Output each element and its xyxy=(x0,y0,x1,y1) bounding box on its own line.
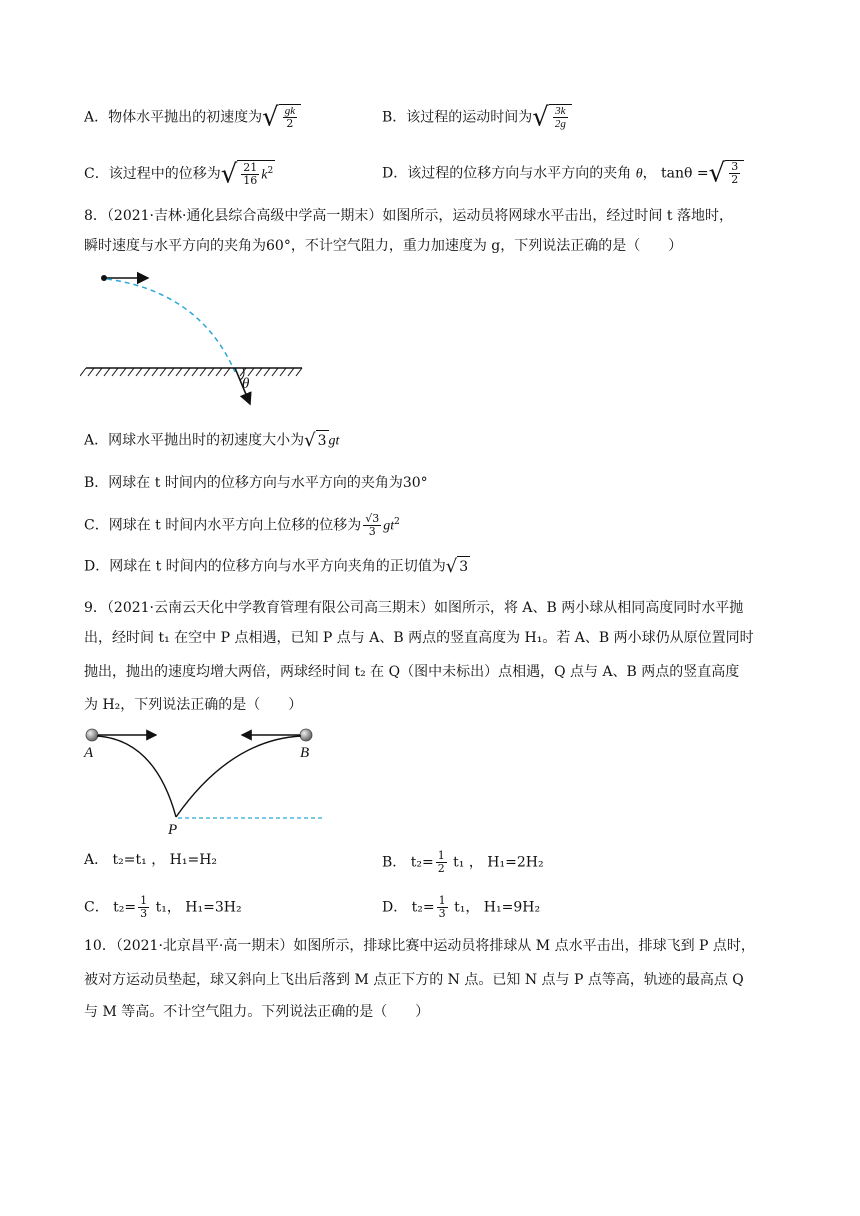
q8-option-c-text: C．网球在 t 时间内水平方向上位移的位移为 xyxy=(84,517,362,534)
q9-stem-line-3: 抛出，抛出的速度均增大两倍，两球经时间 t₂ 在 Q（图中未标出）点相遇，Q 点与 A、B 两点的竖直高度 xyxy=(84,664,740,680)
q9-stem-line-4: 为 H₂，下列说法正确的是（ ） xyxy=(84,697,303,713)
q8-option-c[interactable] xyxy=(84,512,400,538)
q9-d-numerator: 1 xyxy=(438,894,446,907)
q8-tennis-figure xyxy=(80,262,320,412)
q8-a-tail: gt xyxy=(328,433,340,449)
q9-option-d[interactable] xyxy=(382,895,540,920)
q9-b-numerator: 1 xyxy=(437,849,445,862)
sqrt-sign: √ 3 xyxy=(304,430,327,451)
q7-a-numerator: gk xyxy=(284,105,296,117)
q7-d-numerator: 3 xyxy=(731,160,739,173)
q9-b-suffix: t₁ ， H₁=2H₂ xyxy=(448,854,544,871)
q7-c-denominator: 16 xyxy=(243,174,258,188)
q8-a-radicand: 3 xyxy=(316,430,329,451)
q8-c-denominator: 3 xyxy=(368,525,376,539)
q10-stem-line-2: 被对方运动员垫起，球又斜向上飞出后落到 M 点正下方的 N 点。已知 N 点与 P 点等高，轨迹的最高点 Q xyxy=(84,972,744,988)
q10-stem-line-3: 与 M 等高。不计空气阻力。下列说法正确的是（ ） xyxy=(84,1004,430,1020)
q9-stem-line-1: 9．（2021·云南云天化中学教育管理有限公司高三期末）如图所示，将 A、B 两小球从相同高度同时水平抛 xyxy=(84,600,744,616)
q7-option-c[interactable] xyxy=(84,160,275,188)
q7-d-theta: θ xyxy=(635,166,643,182)
q8-option-a-text: A．网球水平抛出时的初速度大小为 xyxy=(84,432,305,449)
trajectory-b xyxy=(176,736,301,817)
q9-b-denominator: 2 xyxy=(437,862,445,875)
q7-c-numerator: 21 xyxy=(243,161,258,175)
q9-two-balls-figure xyxy=(80,722,330,837)
q8-stem-line-2: 瞬时速度与水平方向的夹角为60°，不计空气阻力，重力加速度为 g，下列说法正确的是（ ） xyxy=(84,238,683,254)
q7-option-a-text: A．物体水平抛出的初速度为 xyxy=(84,109,263,126)
q7-a-denominator: 2 xyxy=(286,117,294,130)
q8-d-radicand: 3 xyxy=(457,556,470,577)
q7-c-superscript: 2 xyxy=(267,166,274,176)
q7-option-b-text: B．该过程的运动时间为 xyxy=(382,109,533,126)
q8-c-tail: gt xyxy=(383,518,395,534)
label-b: B xyxy=(300,745,310,761)
trajectory-a xyxy=(97,736,176,817)
q9-option-c[interactable] xyxy=(84,895,242,920)
q9-d-prefix: D． t₂= xyxy=(382,899,435,916)
label-p: P xyxy=(168,822,178,837)
q9-c-prefix: C． t₂= xyxy=(84,899,137,916)
q7-d-separator: ， xyxy=(642,165,657,182)
q7-b-denominator: 2g xyxy=(554,118,566,130)
q9-d-suffix: t₁， H₁=9H₂ xyxy=(449,899,541,916)
q8-option-d[interactable] xyxy=(84,556,470,577)
q7-option-a[interactable] xyxy=(84,104,301,131)
q9-c-denominator: 3 xyxy=(140,907,148,920)
q8-c-numerator: √3 xyxy=(365,512,380,526)
sqrt-sign: √ $\frac{gk}{2}$ xyxy=(262,104,301,131)
q9-stem-line-2: 出，经时间 t₁ 在空中 P 点相遇，已知 P 点与 A、B 两点的竖直高度为 H₁。若 A、B 两小球仍从原位置同时 xyxy=(84,630,754,646)
q9-c-numerator: 1 xyxy=(140,894,148,907)
trajectory-dashed xyxy=(107,279,235,372)
theta-label: θ xyxy=(242,376,250,392)
ball-a xyxy=(86,729,98,741)
sqrt-sign: √ $\frac{3k}{2g}$ xyxy=(532,104,572,131)
sqrt-sign: √ 3 xyxy=(445,556,469,577)
q7-option-c-text: C．该过程中的位移为 xyxy=(84,165,221,182)
q7-option-d-text: D．该过程的位移方向与水平方向的夹角 xyxy=(382,165,632,182)
q7-d-tan: tanθ = xyxy=(661,165,709,182)
ground-hatching xyxy=(80,368,302,376)
q7-option-d[interactable] xyxy=(382,160,744,187)
label-a: A xyxy=(84,745,94,761)
q8-option-b[interactable]: B．网球在 t 时间内的位移方向与水平方向的夹角为30° xyxy=(84,475,428,491)
q9-option-a[interactable]: A． t₂=t₁ ， H₁=H₂ xyxy=(84,852,218,868)
q7-b-numerator: 3k xyxy=(553,105,568,118)
q7-option-b[interactable] xyxy=(382,104,572,131)
q9-d-denominator: 3 xyxy=(438,907,446,920)
q8-option-d-text: D．网球在 t 时间内的位移方向与水平方向夹角的正切值为 xyxy=(84,558,446,575)
q7-d-denominator: 2 xyxy=(731,173,739,186)
q8-stem-line-1: 8．（2021·吉林·通化县综合高级中学高一期末）如图所示，运动员将网球水平击出，经过时间 t 落地时， xyxy=(84,208,733,224)
q9-c-suffix: t₁， H₁=3H₂ xyxy=(151,899,242,916)
sqrt-sign: √ $\frac{3}{2}$ xyxy=(709,160,745,187)
ball-b xyxy=(300,729,312,741)
q8-c-superscript: 2 xyxy=(394,517,400,527)
sqrt-sign: √ $\frac{21}{16}$ $k^2$ xyxy=(220,159,274,190)
q9-option-b[interactable] xyxy=(382,850,544,875)
q10-stem-line-1: 10．（2021·北京昌平·高一期末）如图所示，排球比赛中运动员将排球从 M 点水平击出，排球飞到 P 点时， xyxy=(84,938,755,954)
q7-c-tail: k xyxy=(261,167,268,183)
q9-b-prefix: B． t₂= xyxy=(382,854,434,871)
q8-option-a[interactable] xyxy=(84,430,339,452)
